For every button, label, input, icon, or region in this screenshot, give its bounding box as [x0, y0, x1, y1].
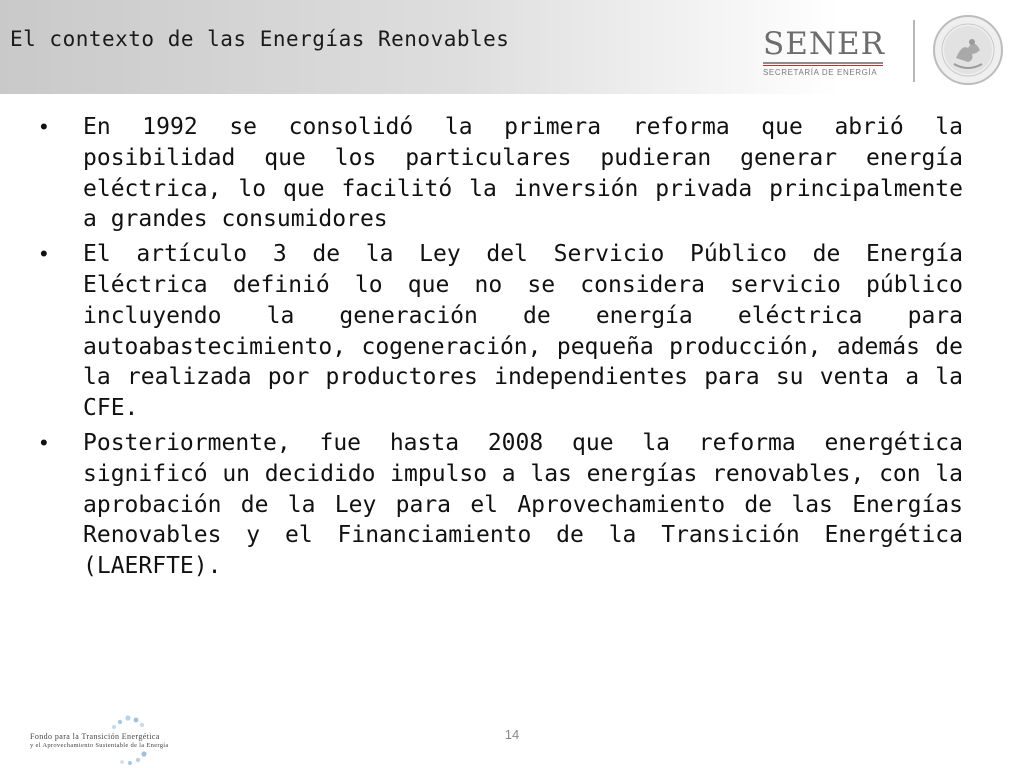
logo-divider: [913, 20, 915, 82]
sener-logo-wordmark: SENER: [763, 26, 885, 62]
bullet-item: • En 1992 se consolidó la primera reforma que abrió la posibilidad que los particulares pudieran generar energía eléctrica, lo que facilitó la inversión privada principalmente a grandes consumidores: [40, 112, 963, 235]
page-number: 14: [504, 727, 520, 742]
sener-logo-subtitle: SECRETARÍA DE ENERGÍA: [763, 68, 878, 77]
fondo-transicion-logo: [30, 712, 200, 766]
sener-logo-accent-rule: [763, 65, 883, 66]
slide-title: El contexto de las Energías Renovables: [10, 27, 510, 51]
bullet-item: • Posteriormente, fue hasta 2008 que la reforma energética significó un decidido impulso a las energías renovables, con la aprobación de la Ley para el Aprovechamiento de las Energías Renovables y el Financiamiento de la Transición Energética (LAERFTE).: [40, 428, 963, 582]
sener-logo-rule: [763, 62, 883, 64]
slide-header: [0, 0, 1024, 94]
bullet-item: • El artículo 3 de la Ley del Servicio Público de Energía Eléctrica definió lo que no se considera servicio público incluyendo la generación de energía eléctrica para autoabastecimiento, cogeneración, pequeña producción, además de la realizada por productores independientes para su venta a la CFE.: [40, 239, 963, 424]
sener-logo: [755, 26, 905, 80]
footer-logo-line2: y el Aprovechamiento Sustentable de la Energía: [30, 742, 169, 749]
bullet-list: [40, 112, 963, 582]
footer-logo-line1: Fondo para la Transición Energética: [30, 732, 160, 741]
slide-body: [40, 112, 963, 586]
mexico-seal-icon: [932, 14, 1004, 86]
